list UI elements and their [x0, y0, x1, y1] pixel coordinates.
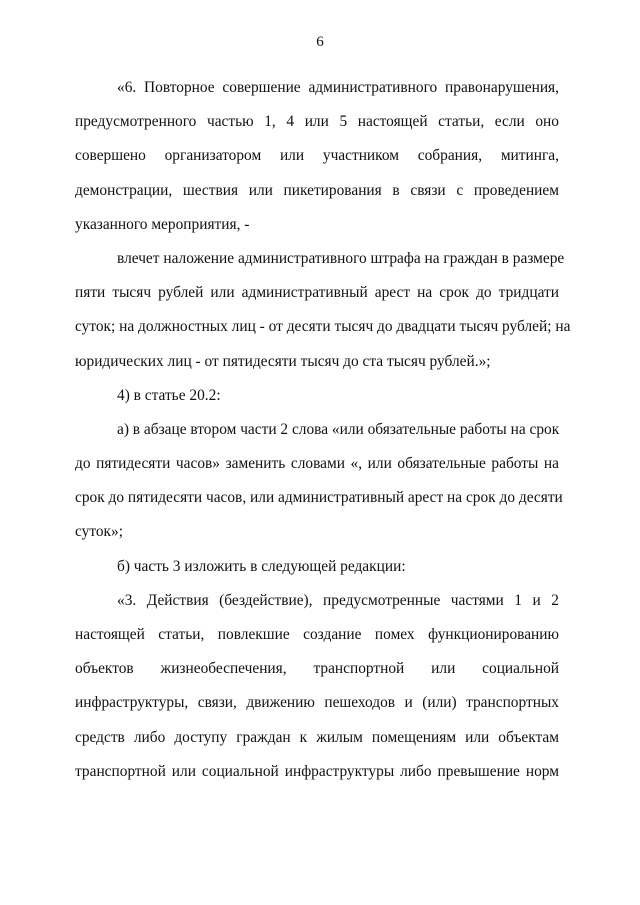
- paragraph-item-b: [75, 550, 559, 584]
- text-line: пяти тысяч рублей или административный арест на срок до тридцати: [75, 284, 559, 302]
- text-line: 4) в статье 20.2:: [117, 386, 221, 404]
- text-line: инфраструктуры, связи, движению пешеходов и (или) транспортных: [75, 694, 559, 712]
- text-line: «6. Повторное совершение административного правонарушения,: [117, 79, 559, 96]
- text-line: совершено организатором или участником собрания, митинга,: [75, 147, 559, 165]
- paragraph-penalty: [75, 242, 571, 379]
- text-line: указанного мероприятия, -: [75, 215, 250, 233]
- paragraph-item-a: [75, 413, 563, 550]
- text-line: демонстрации, шествия или пикетирования в связи с проведением: [75, 181, 559, 199]
- text-line: средств либо доступу граждан к жилым помещениям или объектам: [75, 728, 559, 746]
- text-line: настоящей статьи, повлекшие создание помех функционированию: [75, 626, 559, 643]
- paragraph-part-6: [75, 71, 559, 242]
- paragraph-item-4: [75, 379, 559, 413]
- text-line: влечет наложение административного штрафа на граждан в размере: [117, 249, 565, 267]
- text-line: а) в абзаце втором части 2 слова «или обязательные работы на срок: [117, 420, 560, 438]
- page-number: 6: [316, 34, 324, 50]
- text-line: объектов жизнеобеспечения, транспортной или социальной: [75, 660, 559, 678]
- text-line: б) часть 3 изложить в следующей редакции:: [117, 557, 406, 575]
- text-line: до пятидесяти часов» заменить словами «, или обязательные работы на: [75, 455, 559, 473]
- text-line: суток»;: [75, 523, 123, 541]
- text-line: срок до пятидесяти часов, или административный арест на срок до десяти: [75, 489, 563, 507]
- paragraph-part-3: [75, 584, 559, 789]
- text-line: «3. Действия (бездействие), предусмотренные частями 1 и 2: [117, 591, 559, 609]
- text-line: предусмотренного частью 1, 4 или 5 настоящей статьи, если оно: [75, 113, 559, 131]
- document-body: [75, 71, 571, 789]
- text-line: юридических лиц - от пятидесяти тысяч до ста тысяч рублей.»;: [75, 352, 491, 370]
- text-line: суток; на должностных лиц - от десяти тысяч до двадцати тысяч рублей; на: [75, 318, 571, 336]
- text-line: транспортной или социальной инфраструктуры либо превышение норм: [75, 762, 559, 780]
